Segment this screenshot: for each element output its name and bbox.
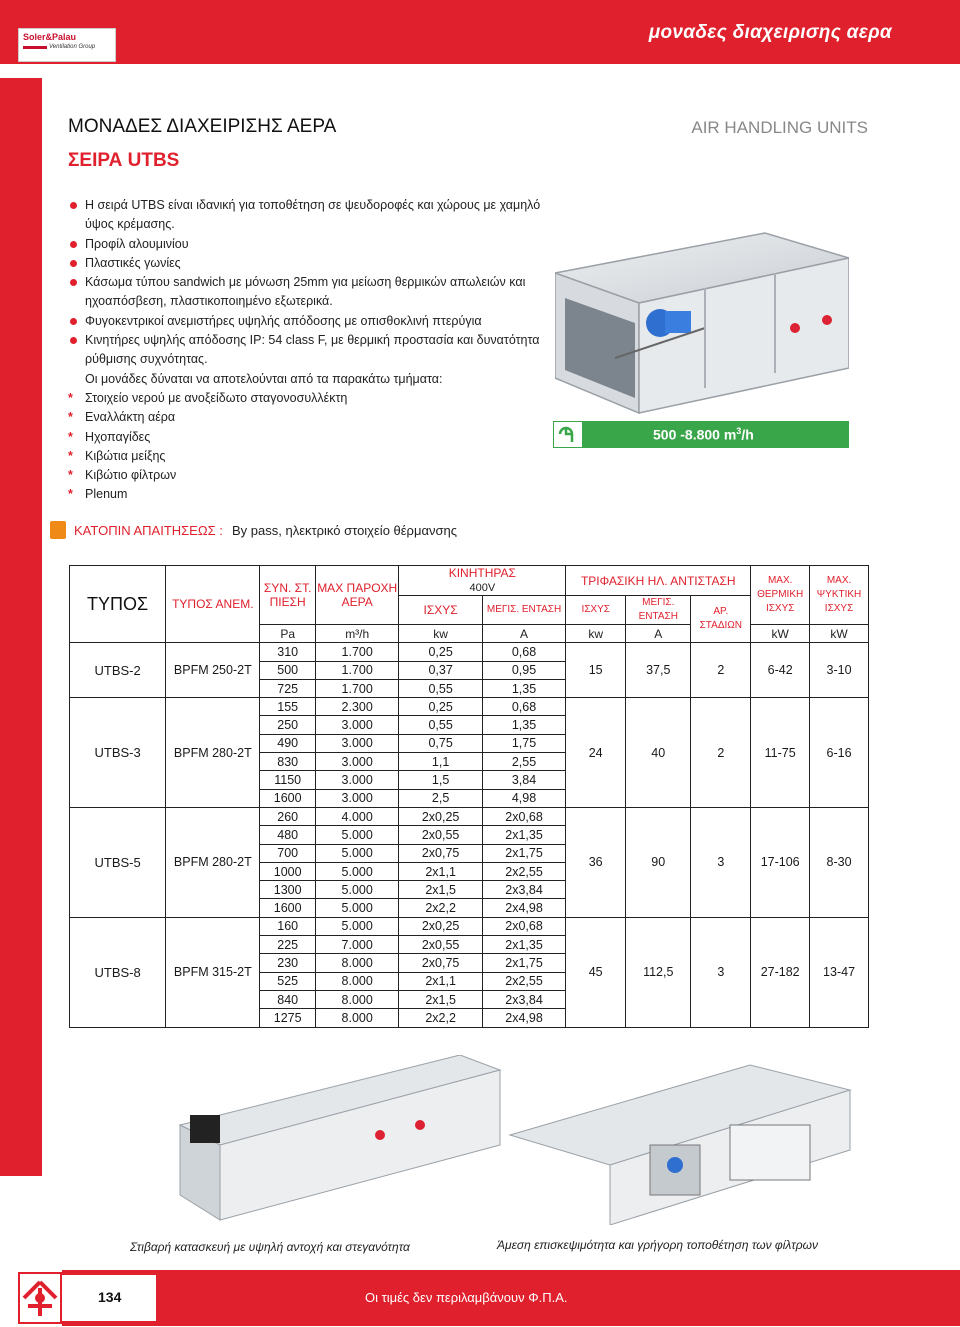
cell-pressure: 230: [260, 954, 316, 972]
cell-motor-power: 2x0,55: [399, 936, 482, 954]
cell-airflow: 2.300: [315, 698, 398, 716]
asterisk-icon: *: [68, 410, 73, 425]
cell-airflow: 5.000: [315, 844, 398, 862]
model-name: UTBS-5: [70, 807, 166, 917]
cell-motor-current: 1,35: [482, 716, 565, 734]
cell-max-heat: 17-106: [751, 807, 810, 917]
cell-heater-power: 45: [566, 917, 626, 1027]
fan-model: BPFM 280-2T: [166, 698, 260, 808]
cell-heater-power: 36: [566, 807, 626, 917]
cell-airflow: 8.000: [315, 990, 398, 1008]
bullet-icon: [70, 279, 77, 286]
cell-max-heat: 11-75: [751, 698, 810, 808]
cell-heater-current: 37,5: [626, 643, 691, 698]
section-text: Ηχοπαγίδες: [85, 429, 151, 444]
feature-item: [68, 273, 548, 312]
feature-text: Φυγοκεντρικοί ανεμιστήρες υψηλής απόδοσης με οπισθοκλινή πτερύγια: [85, 313, 482, 328]
col-header-max-heat: MAX. ΘΕΡΜΙΚΗ ΙΣΧΥΣ: [751, 566, 810, 625]
col-header-motor-power: ΙΣΧΥΣ: [399, 596, 482, 625]
cell-pressure: 525: [260, 972, 316, 990]
cell-motor-current: 2,55: [482, 753, 565, 771]
cell-pressure: 725: [260, 679, 316, 697]
optional-label: ΚΑΤΟΠΙΝ ΑΠΑΙΤΗΣΕΩΣ :: [74, 523, 223, 538]
feature-item: [68, 331, 548, 370]
section-text: Στοιχείο νερού με ανοξείδωτο σταγονοσυλλέκτη: [85, 390, 348, 405]
cell-airflow: 5.000: [315, 881, 398, 899]
col-header-motor-current: ΜΕΓΙΣ. ΕΝΤΑΣΗ: [482, 596, 565, 625]
unit-heater-current: A: [626, 625, 691, 643]
specs-table: [69, 565, 869, 1028]
unit-pressure: Pa: [260, 625, 316, 643]
logo-tagline: Ventilation Group: [49, 44, 96, 50]
col-header-max-cool: MAX. ΨΥΚΤΙΚΗ ΙΣΧΥΣ: [810, 566, 869, 625]
model-name: UTBS-3: [70, 698, 166, 808]
fan-model: BPFM 315-2T: [166, 917, 260, 1027]
cell-motor-current: 4,98: [482, 789, 565, 807]
asterisk-icon: *: [68, 390, 73, 405]
sections-intro: [68, 370, 548, 389]
cell-motor-power: 0,37: [399, 661, 482, 679]
cell-pressure: 830: [260, 753, 316, 771]
caption-left: Στιβαρή κατασκευή με υψηλή αντοχή και στεγανότητα: [130, 1240, 410, 1254]
motors-voltage: 400V: [469, 582, 496, 594]
model-name: UTBS-8: [70, 917, 166, 1027]
cell-motor-power: 2x0,25: [399, 807, 482, 825]
feature-item: [68, 196, 548, 235]
asterisk-icon: *: [68, 448, 73, 463]
cell-airflow: 8.000: [315, 1009, 398, 1027]
section-title: μοναδες διαχειρισης αερα: [648, 22, 892, 43]
cell-motor-current: 2x1,35: [482, 826, 565, 844]
asterisk-icon: *: [68, 468, 73, 483]
feature-item: [68, 235, 548, 254]
section-text: Plenum: [85, 487, 128, 502]
cell-airflow: 5.000: [315, 899, 398, 917]
bullet-icon: [70, 202, 77, 209]
cell-stages: 3: [691, 917, 751, 1027]
table-row: [70, 643, 869, 661]
logo-name: Soler&Palau: [23, 32, 77, 42]
cell-pressure: 1600: [260, 899, 316, 917]
cell-motor-current: 1,35: [482, 679, 565, 697]
cell-motor-power: 1,5: [399, 771, 482, 789]
vat-note: Οι τιμές δεν περιλαμβάνουν Φ.Π.Α.: [365, 1290, 568, 1305]
table-row: [70, 807, 869, 825]
section-item: [68, 485, 548, 504]
cell-pressure: 160: [260, 917, 316, 935]
cell-max-cool: 8-30: [810, 807, 869, 917]
cell-motor-current: 0,68: [482, 643, 565, 661]
page-title-english: AIR HANDLING UNITS: [691, 118, 868, 137]
series-title: ΣΕΙΡΑ UTBS: [68, 150, 180, 171]
cell-airflow: 3.000: [315, 734, 398, 752]
cell-pressure: 840: [260, 990, 316, 1008]
feature-item: [68, 254, 548, 273]
col-header-type: ΤΥΠΟΣ: [70, 566, 166, 643]
feature-text: Κινητήρες υψηλής απόδοσης IP: 54 class F, με θερμική προστασία και δυνατότητα ρύθμισης συχνότητας.: [85, 333, 540, 367]
section-item: [68, 389, 548, 408]
col-header-motors: [399, 566, 566, 596]
cell-airflow: 8.000: [315, 954, 398, 972]
cell-airflow: 1.700: [315, 679, 398, 697]
cell-motor-power: 2x0,25: [399, 917, 482, 935]
cell-motor-power: 2,5: [399, 789, 482, 807]
cell-pressure: 1600: [260, 789, 316, 807]
cell-airflow: 3.000: [315, 789, 398, 807]
cell-stages: 3: [691, 807, 751, 917]
company-emblem-icon: [18, 1272, 62, 1324]
airflow-unit: /h: [741, 426, 754, 443]
cell-airflow: 5.000: [315, 917, 398, 935]
unit-motor-power: kw: [399, 625, 482, 643]
airflow-unit-sup: 3: [736, 426, 742, 436]
bullet-icon: [70, 260, 77, 267]
section-text: Εναλλάκτη αέρα: [85, 410, 176, 425]
cell-motor-current: 0,68: [482, 698, 565, 716]
cell-motor-power: 2x0,55: [399, 826, 482, 844]
cell-pressure: 1150: [260, 771, 316, 789]
cell-motor-current: 2x1,75: [482, 954, 565, 972]
cell-airflow: 1.700: [315, 643, 398, 661]
cell-motor-current: 2x1,75: [482, 844, 565, 862]
cell-motor-power: 2x2,2: [399, 899, 482, 917]
feature-text: Η σειρά UTBS είναι ιδανική για τοποθέτηση σε ψευδοροφές και χώρους με χαμηλό ύψος κρέμασης.: [85, 198, 541, 232]
side-accent-bar: [0, 78, 42, 1176]
feature-text: Πλαστικές γωνίες: [85, 255, 181, 270]
cell-pressure: 250: [260, 716, 316, 734]
fan-model: BPFM 280-2T: [166, 807, 260, 917]
unit-motor-current: A: [482, 625, 565, 643]
cell-airflow: 5.000: [315, 862, 398, 880]
product-photo-main: [555, 228, 849, 428]
asterisk-icon: *: [68, 429, 73, 444]
unit-airflow: m³/h: [315, 625, 398, 643]
caption-right: Άμεση επισκεψιμότητα και γρήγορη τοποθέτηση των φίλτρων: [497, 1238, 819, 1252]
info-tag-icon: [50, 521, 66, 539]
cell-heater-power: 15: [566, 643, 626, 698]
cell-motor-power: 2x0,75: [399, 844, 482, 862]
page-title-greek: ΜΟΝΑΔΕΣ ΔΙΑΧΕΙΡΙΣΗΣ ΑΕΡΑ: [68, 116, 337, 137]
airflow-range-text: [653, 426, 754, 443]
cell-motor-current: 2x1,35: [482, 936, 565, 954]
unit-max-heat: kW: [751, 625, 810, 643]
table-row: [70, 917, 869, 935]
page-number: 134: [98, 1289, 122, 1305]
col-header-heater-power: ΙΣΧΥΣ: [566, 596, 626, 625]
cell-max-heat: 6-42: [751, 643, 810, 698]
airflow-range-badge: [553, 421, 849, 448]
sections-intro-text: Οι μονάδες δύναται να αποτελούνται από τα παρακάτω τμήματα:: [85, 371, 443, 386]
cell-airflow: 1.700: [315, 661, 398, 679]
feature-list: [68, 196, 548, 505]
cell-max-heat: 27-182: [751, 917, 810, 1027]
product-photos-bottom: [130, 1055, 870, 1225]
feature-item: [68, 312, 548, 331]
cell-motor-power: 2x1,5: [399, 990, 482, 1008]
asterisk-icon: *: [68, 487, 73, 502]
cell-pressure: 480: [260, 826, 316, 844]
cell-motor-current: 2x3,84: [482, 990, 565, 1008]
cell-motor-power: 0,25: [399, 698, 482, 716]
col-header-heater: ΤΡΙΦΑΣΙΚΗ ΗΛ. ΑΝΤΙΣΤΑΣΗ: [566, 566, 751, 596]
cell-pressure: 155: [260, 698, 316, 716]
cell-motor-current: 2x0,68: [482, 807, 565, 825]
cell-heater-power: 24: [566, 698, 626, 808]
bullet-icon: [70, 318, 77, 325]
cell-motor-current: 2x4,98: [482, 1009, 565, 1027]
cell-max-cool: 13-47: [810, 917, 869, 1027]
cell-motor-power: 2x1,5: [399, 881, 482, 899]
cell-max-cool: 3-10: [810, 643, 869, 698]
cell-pressure: 310: [260, 643, 316, 661]
cell-stages: 2: [691, 698, 751, 808]
cell-airflow: 4.000: [315, 807, 398, 825]
feature-text: Κάσωμα τύπου sandwich με μόνωση 25mm για μείωση θερμικών απωλειών και ηχοαπόσβεση, πλαστικοποιημένο εξωτερικά.: [85, 275, 526, 309]
cell-pressure: 260: [260, 807, 316, 825]
cell-pressure: 1300: [260, 881, 316, 899]
motors-label: ΚΙΝΗΤΗΡΑΣ: [448, 566, 516, 580]
cell-airflow: 3.000: [315, 716, 398, 734]
unit-max-cool: kW: [810, 625, 869, 643]
cell-pressure: 490: [260, 734, 316, 752]
cell-motor-current: 2x4,98: [482, 899, 565, 917]
bullet-icon: [70, 241, 77, 248]
col-header-heater-current: ΜΕΓΙΣ. ΕΝΤΑΣΗ: [626, 596, 691, 625]
col-header-stages: ΑΡ. ΣΤΑΔΙΩΝ: [691, 596, 751, 643]
cell-motor-current: 2x2,55: [482, 972, 565, 990]
unit-heater-power: kw: [566, 625, 626, 643]
cell-motor-power: 0,75: [399, 734, 482, 752]
cell-motor-power: 2x1,1: [399, 862, 482, 880]
cell-pressure: 1275: [260, 1009, 316, 1027]
cell-pressure: 500: [260, 661, 316, 679]
section-item: [68, 447, 548, 466]
optional-value: By pass, ηλεκτρικό στοιχείο θέρμανσης: [232, 523, 457, 538]
cell-pressure: 1000: [260, 862, 316, 880]
cell-motor-current: 1,75: [482, 734, 565, 752]
section-text: Κιβώτια μείξης: [85, 448, 166, 463]
brand-logo[interactable]: [18, 28, 116, 62]
feature-text: Προφίλ αλουμινίου: [85, 236, 189, 251]
cell-pressure: 700: [260, 844, 316, 862]
cell-airflow: 3.000: [315, 771, 398, 789]
fan-flow-icon: [553, 421, 583, 448]
cell-stages: 2: [691, 643, 751, 698]
cell-motor-power: 2x0,75: [399, 954, 482, 972]
cell-motor-current: 3,84: [482, 771, 565, 789]
cell-heater-current: 112,5: [626, 917, 691, 1027]
fan-model: BPFM 250-2T: [166, 643, 260, 698]
cell-motor-power: 1,1: [399, 753, 482, 771]
cell-motor-current: 2x2,55: [482, 862, 565, 880]
cell-heater-current: 90: [626, 807, 691, 917]
table-row: [70, 698, 869, 716]
col-header-fan: ΤΥΠΟΣ ΑΝΕΜ.: [166, 566, 260, 643]
cell-airflow: 7.000: [315, 936, 398, 954]
section-item: [68, 408, 548, 427]
cell-motor-power: 2x1,1: [399, 972, 482, 990]
cell-airflow: 8.000: [315, 972, 398, 990]
cell-motor-current: 2x3,84: [482, 881, 565, 899]
cell-max-cool: 6-16: [810, 698, 869, 808]
airflow-range-value: 500 -8.800 m: [653, 426, 737, 443]
cell-airflow: 3.000: [315, 753, 398, 771]
cell-pressure: 225: [260, 936, 316, 954]
section-item: [68, 466, 548, 485]
cell-motor-current: 0,95: [482, 661, 565, 679]
cell-motor-current: 2x0,68: [482, 917, 565, 935]
logo-stripe: [23, 46, 47, 49]
section-text: Κιβώτιο φίλτρων: [85, 468, 177, 483]
model-name: UTBS-2: [70, 643, 166, 698]
col-header-airflow: MAX ΠΑΡΟΧΗ ΑΕΡΑ: [315, 566, 398, 625]
section-item: [68, 428, 548, 447]
cell-motor-power: 0,55: [399, 679, 482, 697]
cell-heater-current: 40: [626, 698, 691, 808]
cell-motor-power: 0,55: [399, 716, 482, 734]
cell-motor-power: 0,25: [399, 643, 482, 661]
cell-airflow: 5.000: [315, 826, 398, 844]
col-header-pressure: ΣΥΝ. ΣΤ. ΠΙΕΣΗ: [260, 566, 316, 625]
bullet-icon: [70, 337, 77, 344]
specs-table-body: [70, 643, 869, 1027]
cell-motor-power: 2x2,2: [399, 1009, 482, 1027]
